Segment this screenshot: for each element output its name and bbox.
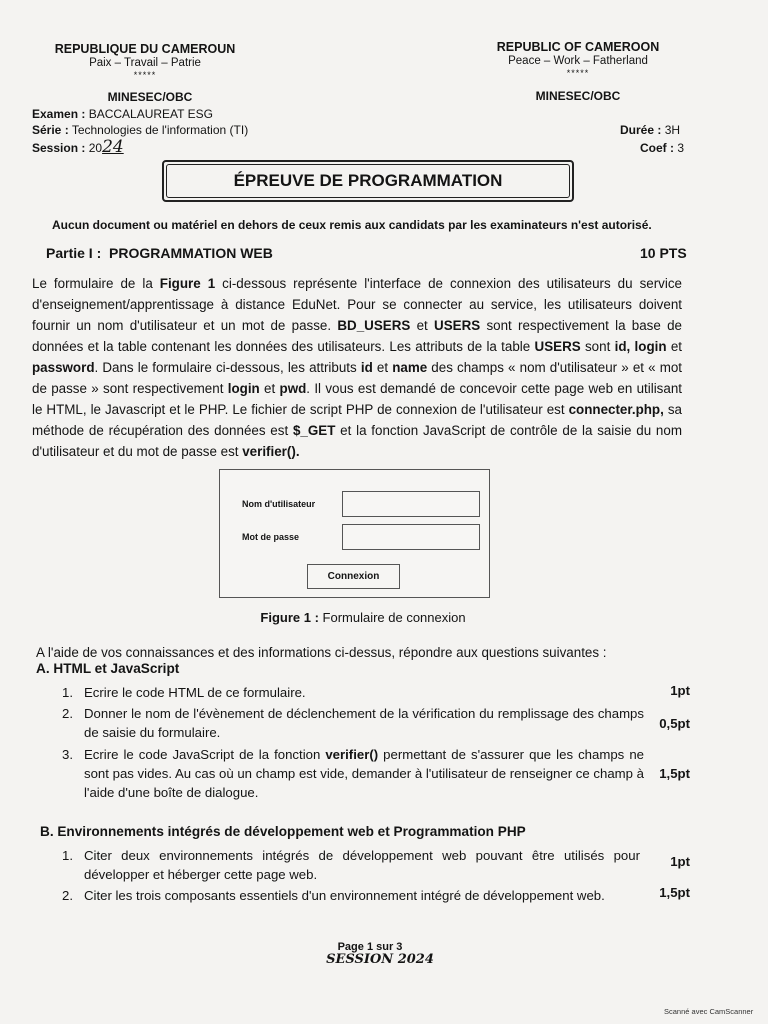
page-number: Page 1 sur 3 [337,941,403,953]
stars-fr: ***** [133,70,157,80]
footer-session-handwritten: SESSION 2024 [326,952,434,967]
exam-line: Examen : BACCALAUREAT ESG [32,107,213,121]
motto-en: Peace – Work – Fatherland [508,55,648,67]
intro-paragraph: Le formulaire de la Figure 1 ci-dessous représente l'interface de connexion des utilisateurs du service d'enseignement/apprentissage à distance EduNet. Pour se connecter au service, les utilisateurs doivent fournir un nom d'utilisateur et un mot de passe. BD_USERS et USERS sont respectivement la base de données et la table contenant les données des utilisateurs. Les attributs de la table USERS sont id, login et password. Dans le formulaire ci-dessous, les attributs id et name des champs « nom d'utilisateur » et « mot de passe » sont respectivement login et pwd. Il vous est demandé de concevoir cette page web en utilisant le HTML, le Javascript et le PHP. Le fichier de script PHP de connexion de l'utilisateur est connecter.php, sa méthode de récupération des données est $_GET et la fonction JavaScript de contrôle de la saisie du nom d'utilisateur et du mot de passe est verifier(). [32,276,683,459]
connexion-button[interactable]: Connexion [307,564,400,589]
country-fr: REPUBLIQUE DU CAMEROUN [54,42,236,56]
ministry-left: MINESEC/OBC [107,90,193,104]
section-a-title: A. HTML et JavaScript [36,661,180,676]
country-en: REPUBLIC OF CAMEROON [496,40,660,54]
a-q1-points: 1pt [670,683,690,698]
header-left [40,42,250,80]
serie-line: Série : Technologies de l'information (TI) [32,123,249,137]
ministry-right: MINESEC/OBC [535,89,621,103]
questions-intro: A l'aide de vos connaissances et des informations ci-dessus, répondre aux questions suivantes : [36,645,607,660]
a-q2-points: 0,5pt [659,716,690,731]
b-q2-num: 2. [62,888,73,903]
a-q2-text: Donner le nom de l'évènement de déclenchement de la vérification du remplissage des champs de saisie du formulaire. [84,706,644,740]
b-q1-points: 1pt [670,854,690,869]
header-right [488,40,668,78]
figure-caption: Figure 1 : Formulaire de connexion [260,610,466,625]
a-q1-text: Ecrire le code HTML de ce formulaire. [84,685,306,700]
username-label: Nom d'utilisateur [242,499,316,509]
login-form-figure [219,469,490,598]
b-q1-num: 1. [62,848,73,863]
a-q3-text: Ecrire le code JavaScript de la fonction verifier() permettant de s'assurer que les champs ne sont pas vides. Au cas où un champ est vide, demander à l'utilisateur de renseigner ce champ à l'aide d'une boîte de dialogue. [84,747,644,800]
title-box [162,160,574,202]
b-q1-text: Citer deux environnements intégrés de développement web pouvant être utilisés pour développer et héberger cette page web. [84,848,640,882]
notice: Aucun document ou matériel en dehors de ceux remis aux candidats par les examinateurs n'est autorisé. [52,218,652,232]
password-label: Mot de passe [242,532,300,542]
section-b-title: B. Environnements intégrés de développement web et Programmation PHP [40,824,526,839]
duree-line: Durée : 3H [620,123,681,137]
b-q2-points: 1,5pt [659,885,690,900]
a-q3-points: 1,5pt [659,766,690,781]
session-year-handwritten: 24 [102,137,124,157]
session-line: Session : 2024 [32,137,124,157]
a-q2-num: 2. [62,706,73,721]
page-title: ÉPREUVE DE PROGRAMMATION [166,164,570,198]
motto-fr: Paix – Travail – Patrie [89,57,201,69]
a-q3-num: 3. [62,747,73,762]
a-q1-num: 1. [62,685,73,700]
coef-line: Coef : 3 [640,141,685,155]
username-input[interactable] [342,491,480,517]
stars-en: ***** [566,68,590,78]
b-q2-text: Citer les trois composants essentiels d'un environnement intégré de développement web. [84,888,605,903]
camscanner-watermark: Scanné avec CamScanner [664,1007,754,1016]
password-input[interactable] [342,524,480,550]
part-points: 10 PTS [640,245,687,261]
part-label: Partie I : PROGRAMMATION WEB [46,245,273,261]
